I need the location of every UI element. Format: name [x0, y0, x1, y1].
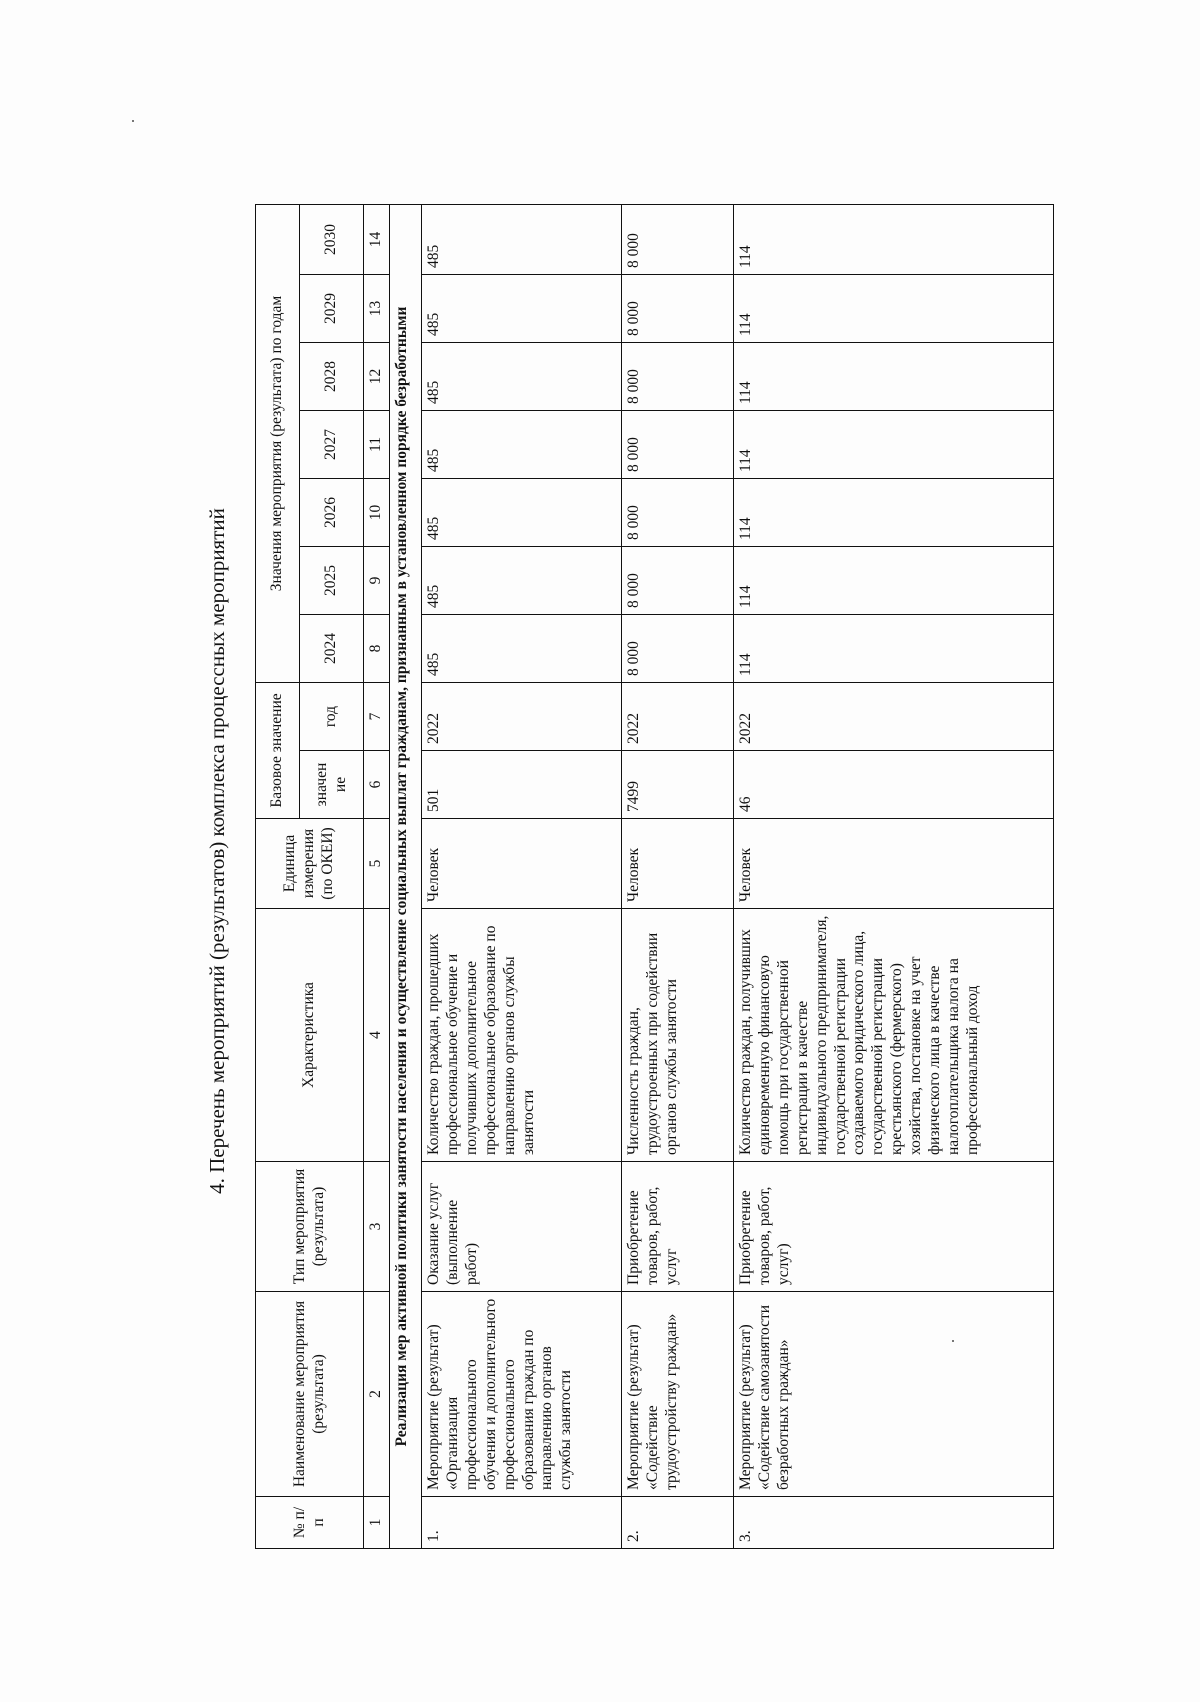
- column-number: 4: [364, 909, 390, 1162]
- column-number: 14: [364, 205, 390, 275]
- row-value: 8 000: [622, 275, 734, 343]
- header-year: 2030: [300, 205, 364, 275]
- row-value: 485: [422, 205, 622, 275]
- table-row: [422, 205, 622, 1549]
- section-row: [390, 205, 422, 1549]
- row-unit: Человек: [422, 819, 622, 909]
- scan-speck: [132, 120, 134, 122]
- row-characteristic: Численность граждан, трудоустроенных при содействии органов службы занятости: [622, 909, 734, 1162]
- row-value: 8 000: [622, 479, 734, 547]
- row-name: Мероприятие (результат) «Содействие трудоустройству граждан»: [622, 1292, 734, 1497]
- header-name: Наименование мероприятия (результата): [256, 1292, 364, 1497]
- column-number: 2: [364, 1292, 390, 1497]
- row-type: Оказание услуг (выполнение работ): [422, 1162, 622, 1292]
- row-type: Приобретение товаров, работ, услуг: [622, 1162, 734, 1292]
- row-unit: Человек: [734, 819, 1054, 909]
- document-title: 4. Перечень мероприятий (результатов) комплекса процессных мероприятий: [205, 508, 229, 1194]
- column-number: 8: [364, 615, 390, 683]
- row-value: 114: [734, 615, 1054, 683]
- column-number: 11: [364, 411, 390, 479]
- header-year: 2029: [300, 275, 364, 343]
- row-value: 485: [422, 479, 622, 547]
- row-value: 114: [734, 411, 1054, 479]
- header-base-value: значен ие: [300, 751, 364, 819]
- row-base-value: 46: [734, 751, 1054, 819]
- row-value: 8 000: [622, 615, 734, 683]
- row-value: 114: [734, 205, 1054, 275]
- row-value: 8 000: [622, 343, 734, 411]
- row-name: Мероприятие (результат) «Содействие самозанятости безработных граждан»: [734, 1292, 1054, 1497]
- header-no: № п/п: [256, 1497, 364, 1549]
- column-number: 13: [364, 275, 390, 343]
- row-base-value: 501: [422, 751, 622, 819]
- column-number: 10: [364, 479, 390, 547]
- row-unit: Человек: [622, 819, 734, 909]
- header-base-group: Базовое значение: [256, 683, 300, 819]
- row-value: 485: [422, 547, 622, 615]
- measures-table: [255, 204, 1054, 1549]
- header-year: 2025: [300, 547, 364, 615]
- row-base-value: 7499: [622, 751, 734, 819]
- column-numbers-row: [364, 205, 390, 1549]
- header-year: 2028: [300, 343, 364, 411]
- row-number: 2.: [622, 1497, 734, 1549]
- row-base-year: 2022: [422, 683, 622, 751]
- column-number: 7: [364, 683, 390, 751]
- column-number: 12: [364, 343, 390, 411]
- header-row-1: [256, 205, 300, 1549]
- row-number: 3.: [734, 1497, 1054, 1549]
- column-number: 6: [364, 751, 390, 819]
- row-characteristic: Количество граждан, прошедших профессиональное обучение и получивших дополнительное профессиональное образование по направлению органов службы занятости: [422, 909, 622, 1162]
- header-years-group: Значения мероприятия (результата) по годам: [256, 205, 300, 683]
- row-value: 485: [422, 411, 622, 479]
- row-value: 8 000: [622, 547, 734, 615]
- column-number: 3: [364, 1162, 390, 1292]
- header-year: 2026: [300, 479, 364, 547]
- header-year: 2027: [300, 411, 364, 479]
- header-characteristic: Характеристика: [256, 909, 364, 1162]
- row-value: 114: [734, 547, 1054, 615]
- row-number: 1.: [422, 1497, 622, 1549]
- row-value: 114: [734, 479, 1054, 547]
- row-value: 8 000: [622, 411, 734, 479]
- table-row: [734, 205, 1054, 1549]
- row-value: 8 000: [622, 205, 734, 275]
- header-type: Тип мероприятия (результата): [256, 1162, 364, 1292]
- section-title: Реализация мер активной политики занятости населения и осуществление социальных выплат гражданам, признанным в установленном порядке безработными: [390, 205, 422, 1549]
- row-value: 485: [422, 275, 622, 343]
- row-base-year: 2022: [622, 683, 734, 751]
- row-value: 114: [734, 343, 1054, 411]
- column-number: 1: [364, 1497, 390, 1549]
- row-value: 114: [734, 275, 1054, 343]
- header-unit: Единица измерения (по ОКЕИ): [256, 819, 364, 909]
- row-characteristic: Количество граждан, получивших единовременную финансовую помощь при государственной регистрации в качестве индивидуального предпринимателя, государственной регистрации создаваемого юридического лица, государственной регистрации крестьянского (фермерского) хозяйства, постановке на учет физического лица в качестве налогоплательщика налога на профессиональный доход: [734, 909, 1054, 1162]
- row-value: 485: [422, 343, 622, 411]
- table-row: [622, 205, 734, 1549]
- row-name: Мероприятие (результат) «Организация профессионального обучения и дополнительного профессионального образования граждан по направлению органов службы занятости: [422, 1292, 622, 1497]
- row-type: Приобретение товаров, работ, услуг): [734, 1162, 1054, 1292]
- row-base-year: 2022: [734, 683, 1054, 751]
- column-number: 5: [364, 819, 390, 909]
- header-base-year: год: [300, 683, 364, 751]
- row-value: 485: [422, 615, 622, 683]
- column-number: 9: [364, 547, 390, 615]
- header-year: 2024: [300, 615, 364, 683]
